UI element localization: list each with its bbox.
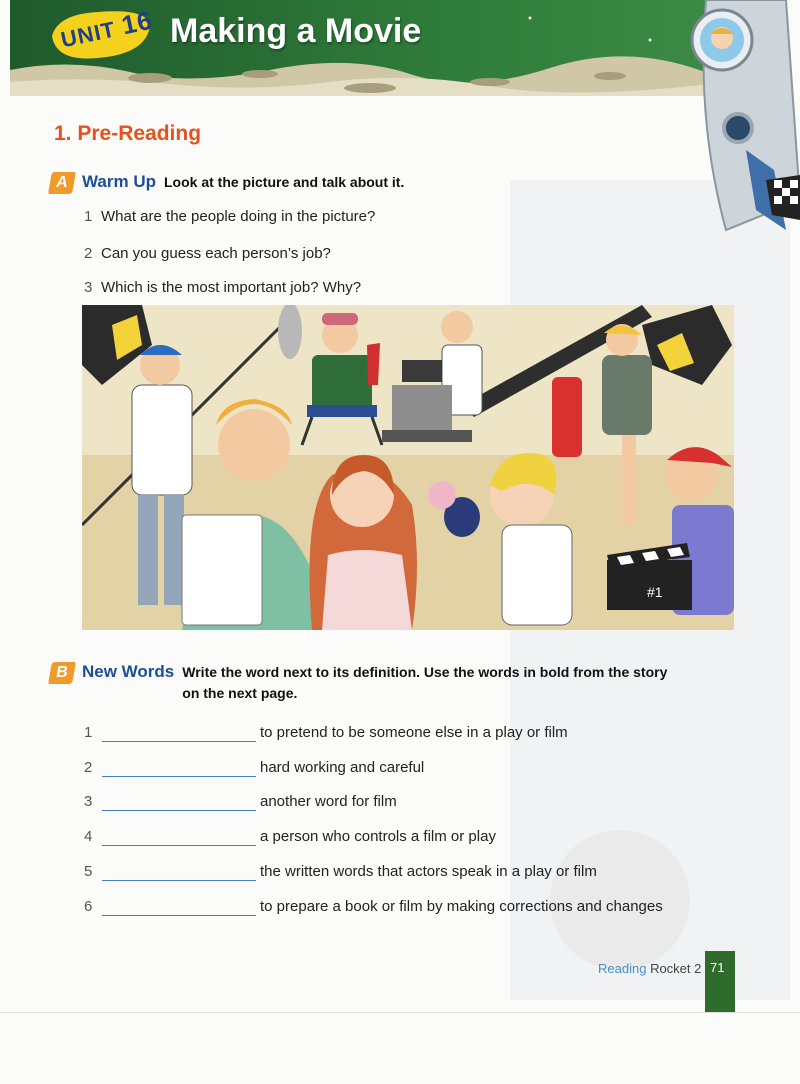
- warm-up-header: [50, 172, 404, 194]
- instruction-line-2: on the next page.: [182, 685, 298, 701]
- new-words-instruction: [182, 662, 667, 704]
- question-number: 3: [84, 279, 93, 296]
- question-text: What are the people doing in the picture?: [101, 208, 376, 225]
- unit-number: 16: [118, 4, 156, 41]
- section-title-pre-reading: 1. Pre-Reading: [54, 122, 202, 145]
- clapperboard-label: #1: [647, 584, 663, 600]
- page-edge-divider: [0, 1012, 800, 1013]
- question-number: 2: [84, 245, 93, 262]
- question-text: Which is the most important job? Why?: [101, 279, 362, 296]
- warm-up-question: [84, 208, 375, 225]
- question-number: 1: [84, 208, 93, 225]
- definition-text: to pretend to be someone else in a play or film: [260, 724, 568, 741]
- warm-up-question: [84, 245, 331, 262]
- rocket-illustration: [686, 0, 800, 240]
- answer-blank[interactable]: [102, 845, 256, 846]
- answer-blank[interactable]: [102, 741, 256, 742]
- page-title: Making a Movie: [170, 12, 422, 50]
- definition-text: hard working and careful: [260, 759, 425, 776]
- unit-word: UNIT: [58, 16, 118, 53]
- page-number: 71: [710, 960, 725, 975]
- footer-series: [598, 961, 701, 976]
- definition-number: 3: [84, 793, 93, 810]
- warm-up-title: Warm Up: [82, 172, 156, 191]
- footer-series-rocket: Rocket 2: [650, 961, 702, 976]
- answer-blank[interactable]: [102, 915, 256, 916]
- warm-up-question: [84, 279, 361, 296]
- answer-blank[interactable]: [102, 880, 256, 881]
- definition-text: another word for film: [260, 793, 397, 810]
- definition-text: the written words that actors speak in a play or film: [260, 863, 597, 880]
- definition-number: 5: [84, 863, 93, 880]
- new-words-badge: B: [48, 662, 76, 684]
- warm-up-badge: A: [48, 172, 76, 194]
- definition-number: 4: [84, 828, 93, 845]
- answer-blank[interactable]: [102, 810, 256, 811]
- definition-number: 1: [84, 724, 93, 741]
- movie-set-illustration: [82, 305, 734, 630]
- definition-number: 2: [84, 759, 93, 776]
- instruction-line-1: Write the word next to its definition. Use the words in bold from the story: [182, 664, 668, 680]
- definition-text: a person who controls a film or play: [260, 828, 496, 845]
- warm-up-instruction: Look at the picture and talk about it.: [164, 174, 405, 190]
- answer-blank[interactable]: [102, 776, 256, 777]
- footer-series-reading: Reading: [598, 961, 647, 976]
- question-text: Can you guess each person’s job?: [101, 245, 331, 262]
- new-words-header: [50, 662, 667, 704]
- definition-text: to prepare a book or film by making corrections and changes: [260, 898, 663, 915]
- new-words-title: New Words: [82, 662, 175, 681]
- definition-number: 6: [84, 898, 93, 915]
